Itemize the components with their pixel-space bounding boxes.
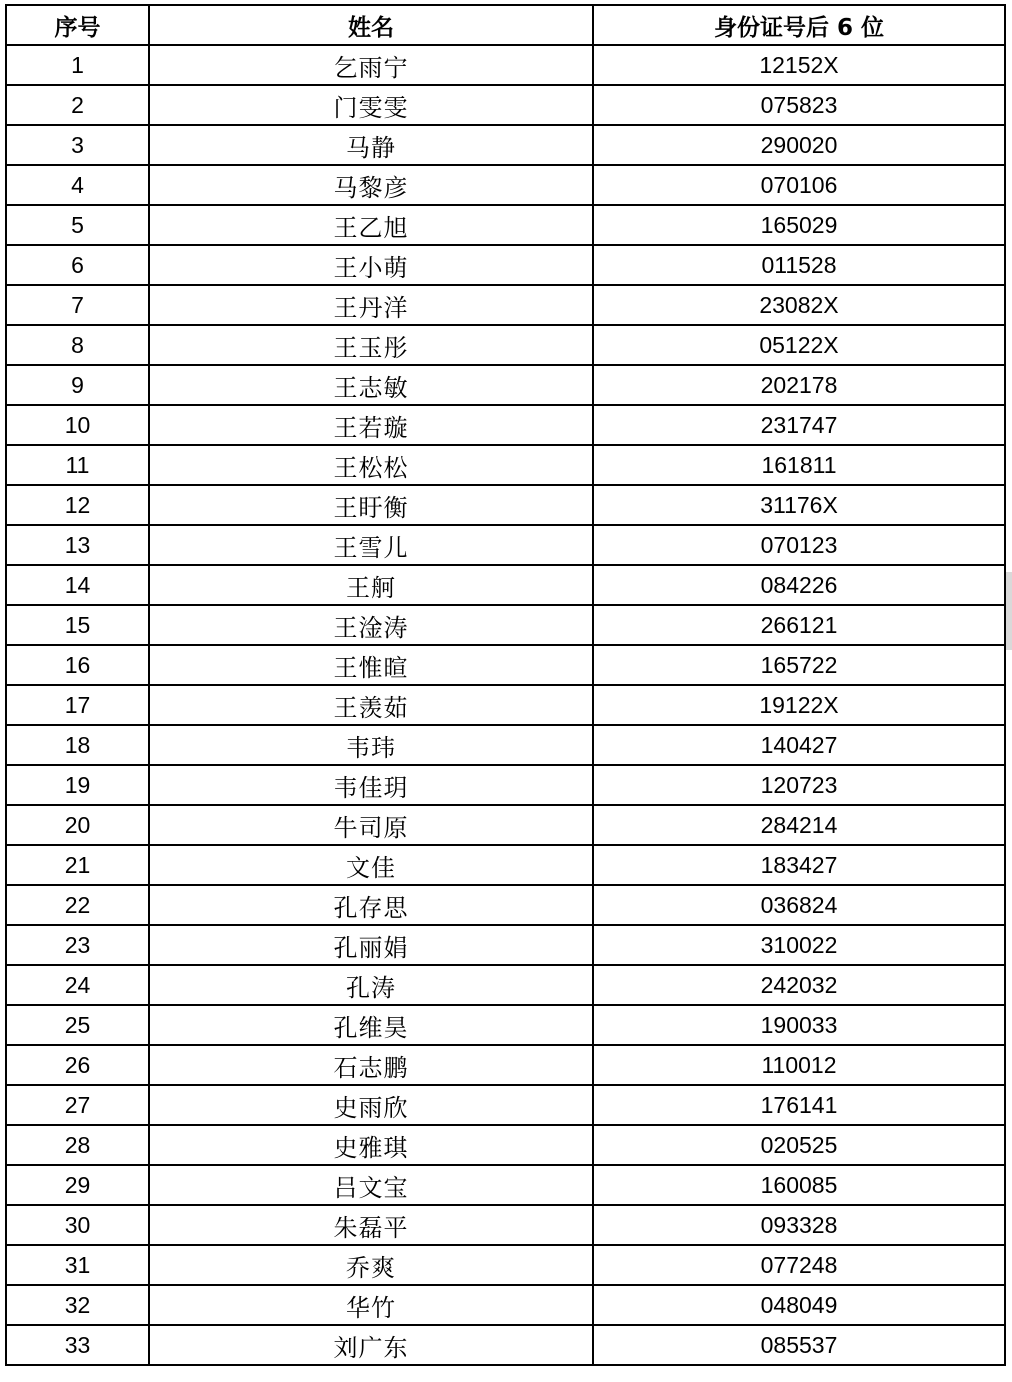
- header-row: [6, 5, 1005, 45]
- row-id-tail-cell: 085537: [593, 1325, 1005, 1365]
- table-row: [6, 805, 1005, 845]
- table-row: [6, 925, 1005, 965]
- row-id-tail-cell: 110012: [593, 1045, 1005, 1085]
- row-seq-cell: 10: [6, 405, 149, 445]
- row-id-tail-cell: 036824: [593, 885, 1005, 925]
- row-seq-cell: 23: [6, 925, 149, 965]
- row-name-cell: 王小萌: [149, 245, 593, 285]
- row-name-cell: 朱磊平: [149, 1205, 593, 1245]
- table-row: [6, 525, 1005, 565]
- row-seq-cell: 31: [6, 1245, 149, 1285]
- row-id-tail-cell: 266121: [593, 605, 1005, 645]
- header-id-tail: 身份证号后 6 位: [593, 5, 1005, 45]
- table-row: [6, 1325, 1005, 1365]
- table-row: [6, 445, 1005, 485]
- table-row: [6, 45, 1005, 85]
- row-seq-cell: 13: [6, 525, 149, 565]
- row-id-tail-cell: 23082X: [593, 285, 1005, 325]
- row-seq-cell: 1: [6, 45, 149, 85]
- table-row: [6, 1285, 1005, 1325]
- row-name-cell: 乔爽: [149, 1245, 593, 1285]
- row-name-cell: 王淦涛: [149, 605, 593, 645]
- row-id-tail-cell: 310022: [593, 925, 1005, 965]
- row-name-cell: 王羡茹: [149, 685, 593, 725]
- row-seq-cell: 18: [6, 725, 149, 765]
- row-seq-cell: 21: [6, 845, 149, 885]
- table-row: [6, 1165, 1005, 1205]
- row-name-cell: 王乙旭: [149, 205, 593, 245]
- row-id-tail-cell: 176141: [593, 1085, 1005, 1125]
- table-body: [6, 45, 1005, 1365]
- row-name-cell: 文佳: [149, 845, 593, 885]
- row-seq-cell: 26: [6, 1045, 149, 1085]
- table-row: [6, 285, 1005, 325]
- row-id-tail-cell: 084226: [593, 565, 1005, 605]
- table-row: [6, 1045, 1005, 1085]
- document-page: [5, 4, 1004, 1366]
- table-row: [6, 605, 1005, 645]
- row-id-tail-cell: 140427: [593, 725, 1005, 765]
- row-name-cell: 王松松: [149, 445, 593, 485]
- table-row: [6, 1125, 1005, 1165]
- row-name-cell: 乞雨宁: [149, 45, 593, 85]
- row-name-cell: 王玉彤: [149, 325, 593, 365]
- row-name-cell: 王丹洋: [149, 285, 593, 325]
- row-id-tail-cell: 165029: [593, 205, 1005, 245]
- row-id-tail-cell: 05122X: [593, 325, 1005, 365]
- row-name-cell: 孔涛: [149, 965, 593, 1005]
- table-row: [6, 565, 1005, 605]
- row-seq-cell: 22: [6, 885, 149, 925]
- row-name-cell: 史雨欣: [149, 1085, 593, 1125]
- row-name-cell: 华竹: [149, 1285, 593, 1325]
- row-name-cell: 门雯雯: [149, 85, 593, 125]
- row-id-tail-cell: 202178: [593, 365, 1005, 405]
- row-name-cell: 韦玮: [149, 725, 593, 765]
- page-edge-marker: [1006, 572, 1012, 650]
- row-seq-cell: 12: [6, 485, 149, 525]
- row-id-tail-cell: 19122X: [593, 685, 1005, 725]
- row-seq-cell: 24: [6, 965, 149, 1005]
- row-id-tail-cell: 190033: [593, 1005, 1005, 1045]
- row-name-cell: 马静: [149, 125, 593, 165]
- table-row: [6, 485, 1005, 525]
- row-name-cell: 王盱衡: [149, 485, 593, 525]
- row-seq-cell: 19: [6, 765, 149, 805]
- row-id-tail-cell: 048049: [593, 1285, 1005, 1325]
- row-seq-cell: 3: [6, 125, 149, 165]
- row-name-cell: 石志鹏: [149, 1045, 593, 1085]
- table-row: [6, 85, 1005, 125]
- table-row: [6, 1005, 1005, 1045]
- table-row: [6, 205, 1005, 245]
- header-seq: 序号: [6, 5, 149, 45]
- row-seq-cell: 2: [6, 85, 149, 125]
- row-seq-cell: 17: [6, 685, 149, 725]
- row-seq-cell: 11: [6, 445, 149, 485]
- row-name-cell: 王志敏: [149, 365, 593, 405]
- row-name-cell: 吕文宝: [149, 1165, 593, 1205]
- row-id-tail-cell: 070123: [593, 525, 1005, 565]
- row-seq-cell: 14: [6, 565, 149, 605]
- row-seq-cell: 9: [6, 365, 149, 405]
- table-row: [6, 325, 1005, 365]
- table-row: [6, 725, 1005, 765]
- table-row: [6, 645, 1005, 685]
- row-seq-cell: 6: [6, 245, 149, 285]
- row-name-cell: 史雅琪: [149, 1125, 593, 1165]
- row-id-tail-cell: 31176X: [593, 485, 1005, 525]
- roster-table: [5, 4, 1006, 1366]
- row-id-tail-cell: 284214: [593, 805, 1005, 845]
- row-seq-cell: 33: [6, 1325, 149, 1365]
- row-name-cell: 孔维昊: [149, 1005, 593, 1045]
- row-id-tail-cell: 070106: [593, 165, 1005, 205]
- table-row: [6, 885, 1005, 925]
- row-seq-cell: 7: [6, 285, 149, 325]
- row-seq-cell: 16: [6, 645, 149, 685]
- row-id-tail-cell: 161811: [593, 445, 1005, 485]
- row-seq-cell: 28: [6, 1125, 149, 1165]
- row-seq-cell: 8: [6, 325, 149, 365]
- row-name-cell: 王惟暄: [149, 645, 593, 685]
- row-seq-cell: 30: [6, 1205, 149, 1245]
- row-id-tail-cell: 120723: [593, 765, 1005, 805]
- row-seq-cell: 25: [6, 1005, 149, 1045]
- table-row: [6, 125, 1005, 165]
- row-id-tail-cell: 242032: [593, 965, 1005, 1005]
- row-seq-cell: 32: [6, 1285, 149, 1325]
- row-id-tail-cell: 020525: [593, 1125, 1005, 1165]
- table-row: [6, 845, 1005, 885]
- table-header: [6, 5, 1005, 45]
- header-name: 姓名: [149, 5, 593, 45]
- row-name-cell: 王舸: [149, 565, 593, 605]
- row-id-tail-cell: 231747: [593, 405, 1005, 445]
- table-row: [6, 685, 1005, 725]
- row-name-cell: 王雪儿: [149, 525, 593, 565]
- table-row: [6, 365, 1005, 405]
- table-row: [6, 245, 1005, 285]
- row-name-cell: 牛司原: [149, 805, 593, 845]
- table-row: [6, 405, 1005, 445]
- row-id-tail-cell: 290020: [593, 125, 1005, 165]
- row-name-cell: 马黎彦: [149, 165, 593, 205]
- row-id-tail-cell: 165722: [593, 645, 1005, 685]
- row-seq-cell: 29: [6, 1165, 149, 1205]
- table-row: [6, 1245, 1005, 1285]
- row-seq-cell: 5: [6, 205, 149, 245]
- row-name-cell: 韦佳玥: [149, 765, 593, 805]
- row-id-tail-cell: 011528: [593, 245, 1005, 285]
- table-row: [6, 1205, 1005, 1245]
- row-id-tail-cell: 12152X: [593, 45, 1005, 85]
- row-id-tail-cell: 077248: [593, 1245, 1005, 1285]
- row-seq-cell: 27: [6, 1085, 149, 1125]
- table-row: [6, 965, 1005, 1005]
- table-row: [6, 165, 1005, 205]
- row-id-tail-cell: 160085: [593, 1165, 1005, 1205]
- table-row: [6, 1085, 1005, 1125]
- row-seq-cell: 4: [6, 165, 149, 205]
- row-name-cell: 孔丽娟: [149, 925, 593, 965]
- row-name-cell: 刘广东: [149, 1325, 593, 1365]
- row-name-cell: 王若璇: [149, 405, 593, 445]
- table-row: [6, 765, 1005, 805]
- row-id-tail-cell: 183427: [593, 845, 1005, 885]
- row-name-cell: 孔存思: [149, 885, 593, 925]
- row-id-tail-cell: 093328: [593, 1205, 1005, 1245]
- row-seq-cell: 20: [6, 805, 149, 845]
- row-seq-cell: 15: [6, 605, 149, 645]
- row-id-tail-cell: 075823: [593, 85, 1005, 125]
